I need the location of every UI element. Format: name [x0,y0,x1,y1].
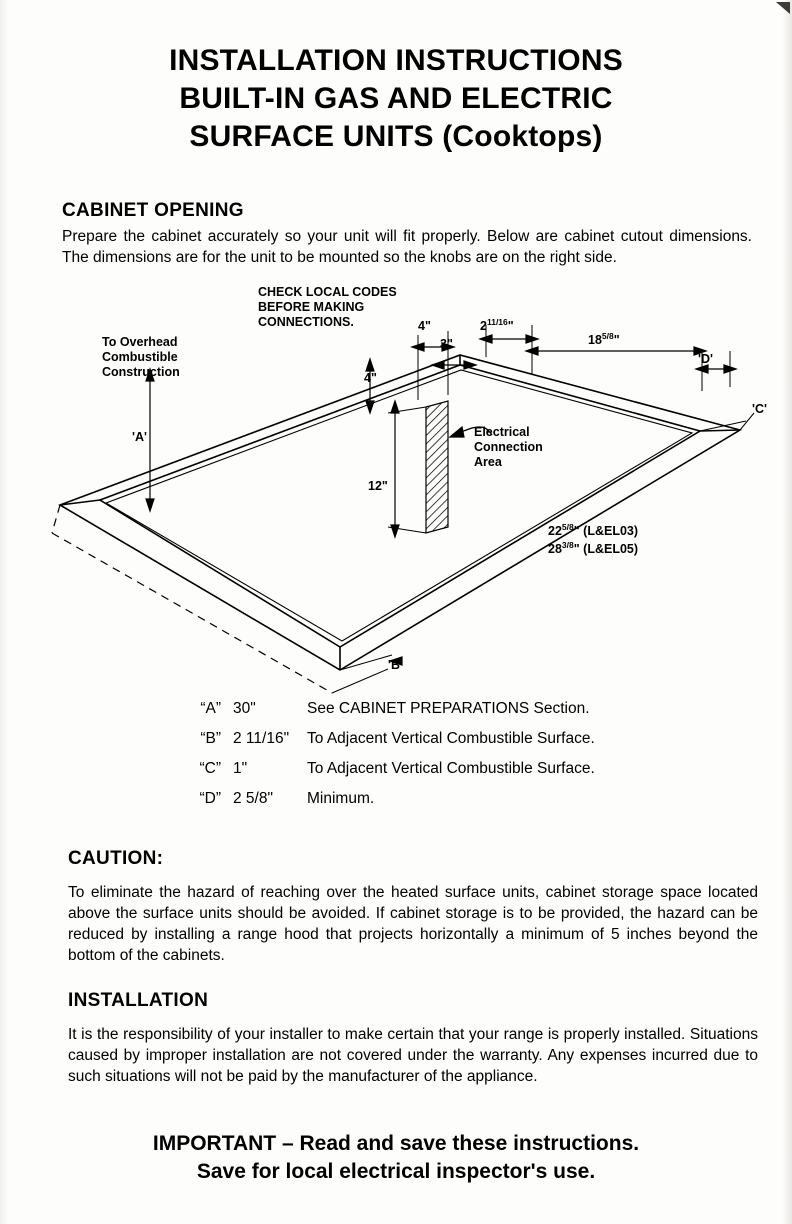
dim-2-11-16in [480,315,514,334]
dim-depth-el03-whole: 22 [548,524,562,539]
heading-installation: INSTALLATION [68,990,209,1011]
label-check-local-codes: CHECK LOCAL CODES BEFORE MAKING CONNECTIONS. [258,285,397,329]
body-caution: To eliminate the hazard of reaching over the heated surface units, cabinet storage space located above the surface units should be avoided. If cabinet storage is to be provided, the hazard can be reduced by installing a range hood that projects horizontally a minimum of 5 inches beyond the bottom of the cabinets. [68,884,758,964]
dim-depth-el03-unit: " [573,524,580,539]
dim-depth-el05-whole: 28 [548,542,562,557]
scan-edge-left [0,0,8,1224]
dim-2-11-16in-unit: " [507,319,514,334]
dimension-key: “A” [200,700,221,717]
dim-depth-el03 [548,520,638,539]
dim-depth-el03-model: (L&EL03) [583,524,639,539]
dimension-row [175,790,735,820]
dimension-description: See CABINET PREPARATIONS Section. [307,700,590,717]
dimension-value: 30" [233,700,256,717]
label-callout-d: 'D' [698,352,713,366]
label-electrical-connection-area: Electrical Connection Area [474,425,543,469]
scan-edge-right [782,0,792,1224]
dim-18-5-8in-unit: " [613,333,620,348]
dimension-value: 2 11/16" [233,730,290,747]
dim-18-5-8in-frac: 5/8 [601,331,614,341]
dimension-reference-list [175,700,735,820]
dim-18-5-8in [588,329,620,348]
dim-3in: 3" [440,337,453,351]
heading-cabinet-opening: CABINET OPENING [62,200,244,221]
cabinet-cutout-diagram [40,285,767,695]
label-to-overhead-construction: To Overhead Combustible Construction [102,335,180,379]
dimension-row [175,760,735,790]
dim-2-11-16in-frac: 11/16 [486,317,508,327]
label-callout-a: 'A' [132,430,147,444]
footer-important-line-2: Save for local electrical inspector's use. [196,1160,596,1183]
dim-2-11-16in-whole: 2 [480,319,487,334]
dim-depth-el05-model: (L&EL05) [583,542,639,557]
body-cabinet-opening: Prepare the cabinet accurately so your unit will fit properly. Below are cabinet cutout dimensions. The dimensions are for the unit to be mounted so the knobs are on the right side. [62,228,752,266]
dim-depth-el03-frac: 5/8 [561,522,574,532]
dim-12in: 12" [368,479,388,493]
body-installation: It is the responsibility of your installer to make certain that your range is properly installed. Situations caused by improper installation are not covered under the warranty. Any expenses incurred due to such situations will not be paid by the manufacturer of the appliance. [68,1026,758,1085]
page-title [0,42,792,156]
dimension-row [175,700,735,730]
label-callout-c: 'C' [752,402,767,416]
dim-depth-el05-frac: 3/8 [561,540,574,550]
dim-depth-el05 [548,538,638,557]
label-callout-b: 'B' [388,658,403,672]
dimension-value: 2 5/8" [233,790,273,807]
electrical-connection-hatch [426,401,448,533]
dim-depth-el05-unit: " [573,542,580,557]
dim-left-4in: 4" [364,371,377,385]
dimension-key: “D” [199,790,221,807]
dim-18-5-8in-whole: 18 [588,333,602,348]
dim-top-4in: 4" [418,319,431,333]
dimension-value: 1" [233,760,248,777]
heading-caution: CAUTION: [68,848,164,869]
dimension-key: “B” [200,730,221,747]
dimension-description: To Adjacent Vertical Combustible Surface. [307,730,595,747]
title-line-1: INSTALLATION INSTRUCTIONS [169,44,623,77]
title-line-2: BUILT-IN GAS AND ELECTRIC [179,82,613,115]
footer-important-line-1: IMPORTANT – Read and save these instructions. [152,1132,640,1155]
dimension-description: To Adjacent Vertical Combustible Surface. [307,760,595,777]
dimension-description: Minimum. [307,790,375,807]
title-line-3: SURFACE UNITS (Cooktops) [189,120,603,153]
dimension-key: “C” [199,760,221,777]
dimension-row [175,730,735,760]
